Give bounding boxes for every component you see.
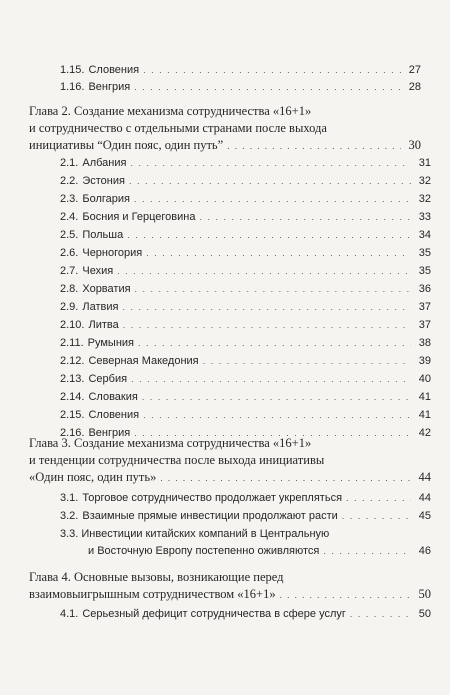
chapter-title-line: Глава 4. Основные вызовы, возникающие перед bbox=[29, 570, 284, 584]
entry-title: Румыния bbox=[87, 337, 135, 349]
entry-number: 2.7. bbox=[60, 265, 79, 277]
entry-title: Сербия bbox=[88, 373, 128, 385]
leader-dots bbox=[122, 302, 411, 312]
entry-number: 2.11. bbox=[60, 337, 84, 349]
entry-page: 32 bbox=[418, 175, 431, 187]
entry-number: 2.14. bbox=[60, 391, 85, 403]
toc-entry[interactable] bbox=[60, 175, 431, 187]
toc-entry[interactable] bbox=[60, 301, 431, 313]
entry-title-line: и Восточную Европу постепенно оживляются bbox=[88, 545, 320, 557]
entry-number: 2.13. bbox=[60, 373, 85, 385]
leader-dots bbox=[280, 587, 411, 604]
entry-title: Албания bbox=[82, 157, 127, 169]
chapter-page: 44 bbox=[418, 470, 431, 484]
chapter-heading[interactable] bbox=[29, 569, 431, 604]
chapter-title-line: взаимовыигрышным сотрудничеством «16+1» bbox=[29, 587, 276, 601]
toc-entry[interactable] bbox=[60, 81, 421, 93]
leader-dots bbox=[130, 158, 411, 168]
toc-entry[interactable] bbox=[60, 409, 431, 421]
entry-number: 2.1. bbox=[60, 157, 79, 169]
entry-number: 2.8. bbox=[60, 283, 79, 295]
entry-page: 41 bbox=[418, 409, 431, 421]
toc-entry[interactable] bbox=[60, 337, 431, 349]
entry-number: 2.6. bbox=[60, 247, 79, 259]
entry-number: 1.15. bbox=[60, 64, 85, 76]
leader-dots bbox=[342, 511, 411, 521]
chapter-title-line: и тенденции сотрудничества после выхода инициативы bbox=[29, 453, 325, 467]
entry-title: Словения bbox=[88, 64, 140, 76]
chapter-heading[interactable] bbox=[29, 103, 421, 155]
entry-number: 3.1. bbox=[60, 492, 79, 504]
entry-title: Взаимные прямые инвестиции продолжают расти bbox=[82, 510, 338, 522]
entry-title: Серьезный дефицит сотрудничества в сфере услуг bbox=[82, 608, 346, 620]
leader-dots bbox=[350, 609, 411, 619]
entry-page: 44 bbox=[418, 492, 431, 504]
toc-entry[interactable] bbox=[60, 229, 431, 241]
entry-number: 2.5. bbox=[60, 229, 79, 241]
entry-title: Польша bbox=[82, 229, 124, 241]
leader-dots bbox=[227, 138, 401, 155]
toc-entry[interactable] bbox=[60, 492, 431, 504]
chapter-title-line: Глава 2. Создание механизма сотрудничества «16+1» bbox=[29, 104, 312, 118]
leader-dots bbox=[346, 493, 411, 503]
entry-page: 42 bbox=[418, 427, 431, 439]
toc-entry[interactable] bbox=[60, 373, 431, 385]
leader-dots bbox=[135, 284, 411, 294]
entry-page: 46 bbox=[418, 545, 431, 557]
entry-page: 27 bbox=[408, 64, 421, 76]
entry-page: 50 bbox=[418, 608, 431, 620]
chapter-title-line: и сотрудничество с отдельными странами после выхода bbox=[29, 121, 327, 135]
entry-title: Словакия bbox=[88, 391, 138, 403]
entry-number: 2.9. bbox=[60, 301, 79, 313]
entry-title: Венгрия bbox=[88, 427, 131, 439]
leader-dots bbox=[134, 194, 411, 204]
toc-entry[interactable] bbox=[60, 283, 431, 295]
toc-entry[interactable] bbox=[60, 157, 431, 169]
toc-entry[interactable] bbox=[60, 265, 431, 277]
toc-entry[interactable] bbox=[60, 608, 431, 620]
leader-dots bbox=[131, 374, 411, 384]
entry-number: 2.15. bbox=[60, 409, 85, 421]
entry-title: Торговое сотрудничество продолжает укрепляться bbox=[82, 492, 343, 504]
toc-entry[interactable] bbox=[60, 510, 431, 522]
entry-title: Латвия bbox=[82, 301, 119, 313]
entry-page: 39 bbox=[418, 355, 431, 367]
entry-page: 34 bbox=[418, 229, 431, 241]
leader-dots bbox=[142, 392, 411, 402]
entry-number: 2.2. bbox=[60, 175, 79, 187]
entry-title: Болгария bbox=[82, 193, 130, 205]
entry-number: 2.16. bbox=[60, 427, 85, 439]
entry-number: 4.1. bbox=[60, 608, 79, 620]
leader-dots bbox=[199, 212, 411, 222]
entry-page: 36 bbox=[418, 283, 431, 295]
entry-number: 3.2. bbox=[60, 510, 79, 522]
entry-page: 32 bbox=[418, 193, 431, 205]
entry-page: 41 bbox=[418, 391, 431, 403]
toc-entry[interactable] bbox=[60, 211, 431, 223]
entry-title: Чехия bbox=[82, 265, 114, 277]
entry-title: Литва bbox=[88, 319, 119, 331]
toc-entry[interactable] bbox=[60, 64, 421, 76]
leader-dots bbox=[160, 470, 411, 487]
entry-number: 2.10. bbox=[60, 319, 85, 331]
entry-page: 37 bbox=[418, 301, 431, 313]
leader-dots bbox=[203, 356, 411, 366]
entry-title: Северная Македония bbox=[88, 355, 199, 367]
entry-title: Венгрия bbox=[88, 81, 131, 93]
leader-dots bbox=[117, 266, 411, 276]
entry-number: 2.4. bbox=[60, 211, 79, 223]
entry-page: 33 bbox=[418, 211, 431, 223]
entry-page: 37 bbox=[418, 319, 431, 331]
leader-dots bbox=[123, 320, 411, 330]
leader-dots bbox=[146, 248, 411, 258]
leader-dots bbox=[143, 410, 411, 420]
toc-entry[interactable] bbox=[60, 319, 431, 331]
chapter-page: 50 bbox=[418, 587, 431, 601]
toc-entry[interactable] bbox=[60, 247, 431, 259]
leader-dots bbox=[138, 338, 411, 348]
chapter-page: 30 bbox=[408, 138, 421, 152]
entry-title: Черногория bbox=[82, 247, 143, 259]
entry-title: Хорватия bbox=[82, 283, 131, 295]
chapter-title-line: инициативы “Один пояс, один путь” bbox=[29, 138, 224, 152]
entry-page: 35 bbox=[418, 265, 431, 277]
entry-page: 35 bbox=[418, 247, 431, 259]
entry-title-line: 3.3. Инвестиции китайских компаний в Центральную bbox=[60, 528, 330, 540]
leader-dots bbox=[129, 176, 411, 186]
leader-dots bbox=[134, 82, 401, 92]
toc-entry[interactable] bbox=[60, 193, 431, 205]
entry-page: 38 bbox=[418, 337, 431, 349]
chapter-title-line: Глава 3. Создание механизма сотрудничества «16+1» bbox=[29, 436, 312, 450]
entry-page: 45 bbox=[418, 510, 431, 522]
entry-number: 2.12. bbox=[60, 355, 85, 367]
entry-title: Босния и Герцеговина bbox=[82, 211, 196, 223]
entry-page: 40 bbox=[418, 373, 431, 385]
toc-entry[interactable] bbox=[60, 526, 431, 560]
leader-dots bbox=[127, 230, 411, 240]
entry-title: Словения bbox=[88, 409, 140, 421]
chapter-heading[interactable] bbox=[29, 435, 431, 487]
chapter-title-line: «Один пояс, один путь» bbox=[29, 470, 157, 484]
entry-page: 31 bbox=[418, 157, 431, 169]
entry-number: 1.16. bbox=[60, 81, 85, 93]
entry-title: Эстония bbox=[82, 175, 125, 187]
toc-entry[interactable] bbox=[60, 391, 431, 403]
leader-dots bbox=[143, 65, 401, 75]
entry-number: 2.3. bbox=[60, 193, 79, 205]
toc-entry[interactable] bbox=[60, 355, 431, 367]
leader-dots bbox=[323, 543, 411, 560]
entry-page: 28 bbox=[408, 81, 421, 93]
